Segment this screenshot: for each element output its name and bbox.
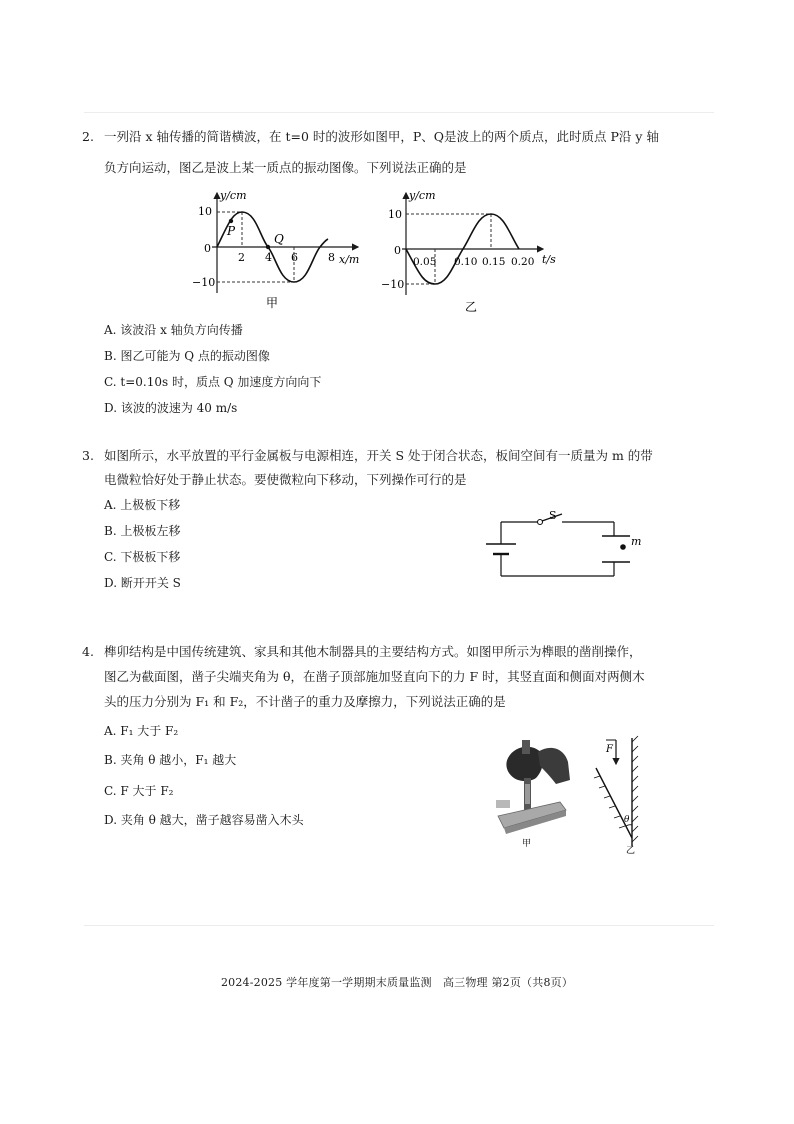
question-stem-line: 头的压力分别为 F₁ 和 F₂，不计凿子的重力及摩擦力，下列说法正确的是	[104, 694, 506, 709]
question-stem-line: 负方向运动，图乙是波上某一质点的振动图像。下列说法正确的是	[104, 160, 467, 175]
angle-label: θ	[624, 815, 630, 825]
question-stem-line: 如图所示，水平放置的平行金属板与电源相连，开关 S 处于闭合状态，板间空间有一质量为 m 的带	[104, 448, 653, 463]
x-tick: 0.05	[413, 256, 437, 268]
origin-label: 0	[204, 242, 211, 255]
force-label: F	[606, 744, 613, 755]
x-tick: 4	[265, 251, 272, 264]
x-tick: 0.15	[482, 256, 506, 268]
switch-label: S	[549, 509, 557, 522]
y-tick-pos: 10	[198, 205, 212, 218]
page-footer: 2024-2025 学年度第一学期期末质量监测 高三物理 第2页（共8页）	[220, 976, 574, 989]
point-q-label: Q	[274, 232, 284, 246]
option-a: A. F₁ 大于 F₂	[104, 724, 179, 738]
question-number: 3.	[82, 448, 94, 463]
y-tick-neg: −10	[192, 276, 216, 289]
question-stem-line: 一列沿 x 轴传播的简谐横波，在 t=0 时的波形如图甲，P、Q是波上的两个质点，此时质点 P沿 y 轴	[104, 129, 659, 144]
y-tick-neg: −10	[381, 278, 405, 291]
question-number: 4.	[82, 644, 94, 659]
figure-caption: 甲	[266, 296, 279, 310]
charged-particle	[620, 544, 626, 550]
scan-line	[84, 112, 714, 113]
y-tick-pos: 10	[388, 208, 402, 221]
figure-vibration-graph	[378, 185, 568, 315]
figure-chisel-photo	[494, 740, 570, 848]
figure-chisel-section	[592, 734, 652, 854]
point-p-label: P	[227, 224, 236, 238]
option-b: B. 夹角 θ 越小，F₁ 越大	[104, 753, 237, 767]
y-axis-label: y/cm	[409, 189, 436, 202]
question-number: 2.	[82, 129, 94, 144]
y-axis-label: y/cm	[220, 189, 247, 202]
x-tick: 8	[328, 251, 335, 264]
origin-label: 0	[394, 244, 401, 257]
point-q	[266, 245, 270, 249]
slanted-wall	[596, 768, 632, 838]
option-d: D. 夹角 θ 越大，凿子越容易凿入木头	[104, 813, 304, 827]
x-axis-label: t/s	[542, 253, 556, 266]
option-b: B. 上极板左移	[104, 524, 181, 538]
figure-caption: 乙	[465, 300, 478, 314]
option-b: B. 图乙可能为 Q 点的振动图像	[104, 349, 270, 363]
particle-label: m	[631, 535, 642, 548]
option-d: D. 断开开关 S	[104, 576, 181, 590]
figure-caption: 甲	[522, 839, 532, 848]
figure-wave-graph	[190, 185, 365, 315]
option-a: A. 该波沿 x 轴负方向传播	[104, 323, 243, 337]
option-c: C. 下极板下移	[104, 550, 181, 564]
x-tick: 2	[238, 251, 245, 264]
point-p	[229, 219, 233, 223]
figure-caption: 乙	[626, 846, 636, 854]
option-c: C. F 大于 F₂	[104, 784, 174, 798]
switch-contact	[538, 520, 543, 525]
option-d: D. 该波的波速为 40 m/s	[104, 401, 238, 415]
question-stem-line: 图乙为截面图，凿子尖端夹角为 θ，在凿子顶部施加竖直向下的力 F 时，其竖直面和侧面对两侧木	[104, 669, 645, 684]
x-axis-label: x/m	[339, 253, 360, 266]
x-tick: 0.10	[454, 256, 478, 268]
question-stem-line: 电微粒恰好处于静止状态。要使微粒向下移动，下列操作可行的是	[104, 472, 467, 487]
question-stem-line: 榫卯结构是中国传统建筑、家具和其他木制器具的主要结构方式。如图甲所示为榫眼的凿削操作，	[104, 644, 642, 659]
scan-line	[84, 925, 714, 926]
option-c: C. t=0.10s 时，质点 Q 加速度方向向下	[104, 375, 322, 389]
figure-capacitor-circuit	[478, 506, 658, 586]
x-tick: 6	[291, 251, 298, 264]
option-a: A. 上极板下移	[104, 498, 181, 512]
x-tick: 0.20	[511, 256, 535, 268]
